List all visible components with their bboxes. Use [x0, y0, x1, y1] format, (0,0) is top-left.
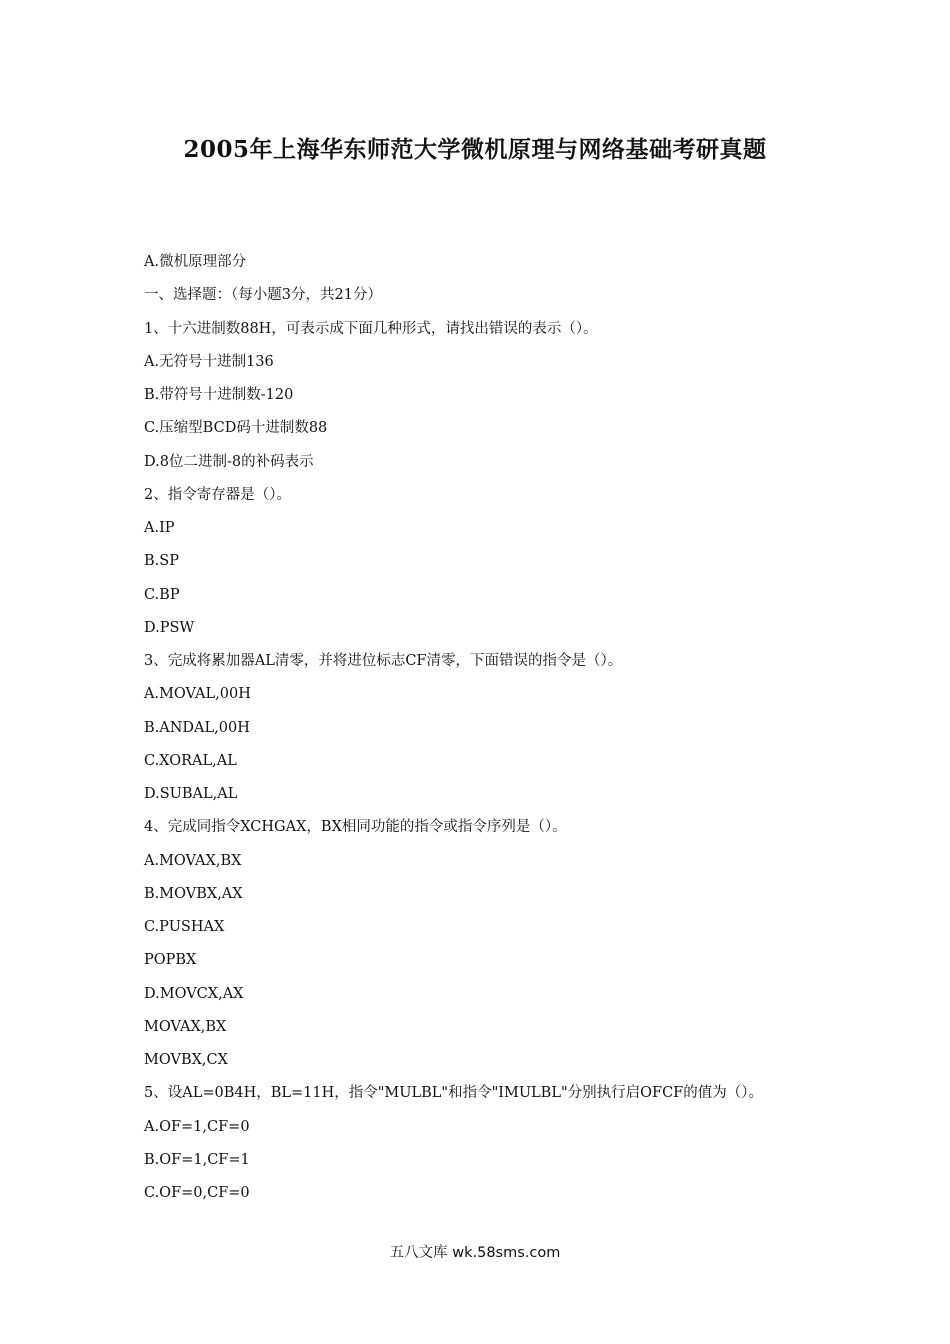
question-5-option-b: B.OF=1,CF=1 — [144, 1151, 250, 1168]
question-4-option-c: C.PUSHAX — [144, 919, 225, 935]
question-1-option-d: D.8位二进制-8的补码表示 — [144, 453, 314, 470]
question-5-option-a: A.OF=1,CF=0 — [144, 1118, 250, 1135]
question-3-option-b: B.ANDAL,00H — [144, 719, 250, 736]
question-1: 1、十六进制数88H，可表示成下面几种形式，请找出错误的表示（）。 — [144, 320, 598, 337]
question-4-option-b: B.MOVBX,AX — [144, 885, 243, 902]
question-5: 5、设AL=0B4H，BL=11H，指令"MULBL"和指令"IMULBL"分别执行启OFCF的值为（）。 — [144, 1085, 763, 1102]
question-3: 3、完成将累加器AL清零，并将进位标志CF清零，下面错误的指令是（）。 — [144, 653, 623, 669]
page-title: 2005年上海华东师范大学微机原理与网络基础考研真题 — [183, 136, 767, 163]
question-3-option-c: C.XORAL,AL — [144, 752, 237, 769]
question-4-option-d-line-3: MOVBX,CX — [144, 1052, 228, 1068]
question-2-option-a: A.IP — [144, 520, 175, 536]
section-heading: A.微机原理部分 — [144, 254, 247, 270]
question-2-option-c: C.BP — [144, 586, 180, 603]
question-1-option-a: A.无符号十进制136 — [144, 353, 274, 370]
question-4-option-d-line-2: MOVAX,BX — [144, 1018, 227, 1035]
question-3-option-d: D.SUBAL,AL — [144, 786, 238, 802]
question-4-option-a: A.MOVAX,BX — [144, 852, 242, 869]
question-1-option-c: C.压缩型BCD码十进制数88 — [144, 420, 328, 437]
question-4-option-c-line-2: POPBX — [144, 952, 197, 969]
question-2-option-b: B.SP — [144, 553, 179, 570]
page-footer: 五八文库 wk.58sms.com — [389, 1245, 561, 1261]
subsection-heading: 一、选择题：（每小题3分，共21分） — [144, 287, 382, 304]
question-4: 4、完成同指令XCHGAX，BX相同功能的指令或指令序列是（）。 — [144, 819, 567, 836]
question-2: 2、指令寄存器是（）。 — [144, 486, 291, 503]
question-5-option-c: C.OF=0,CF=0 — [144, 1185, 250, 1201]
question-2-option-d: D.PSW — [144, 619, 195, 636]
question-4-option-d: D.MOVCX,AX — [144, 985, 244, 1002]
question-3-option-a: A.MOVAL,00H — [144, 686, 251, 703]
question-1-option-b: B.带符号十进制数-120 — [144, 387, 294, 403]
document-body — [144, 248, 824, 1212]
